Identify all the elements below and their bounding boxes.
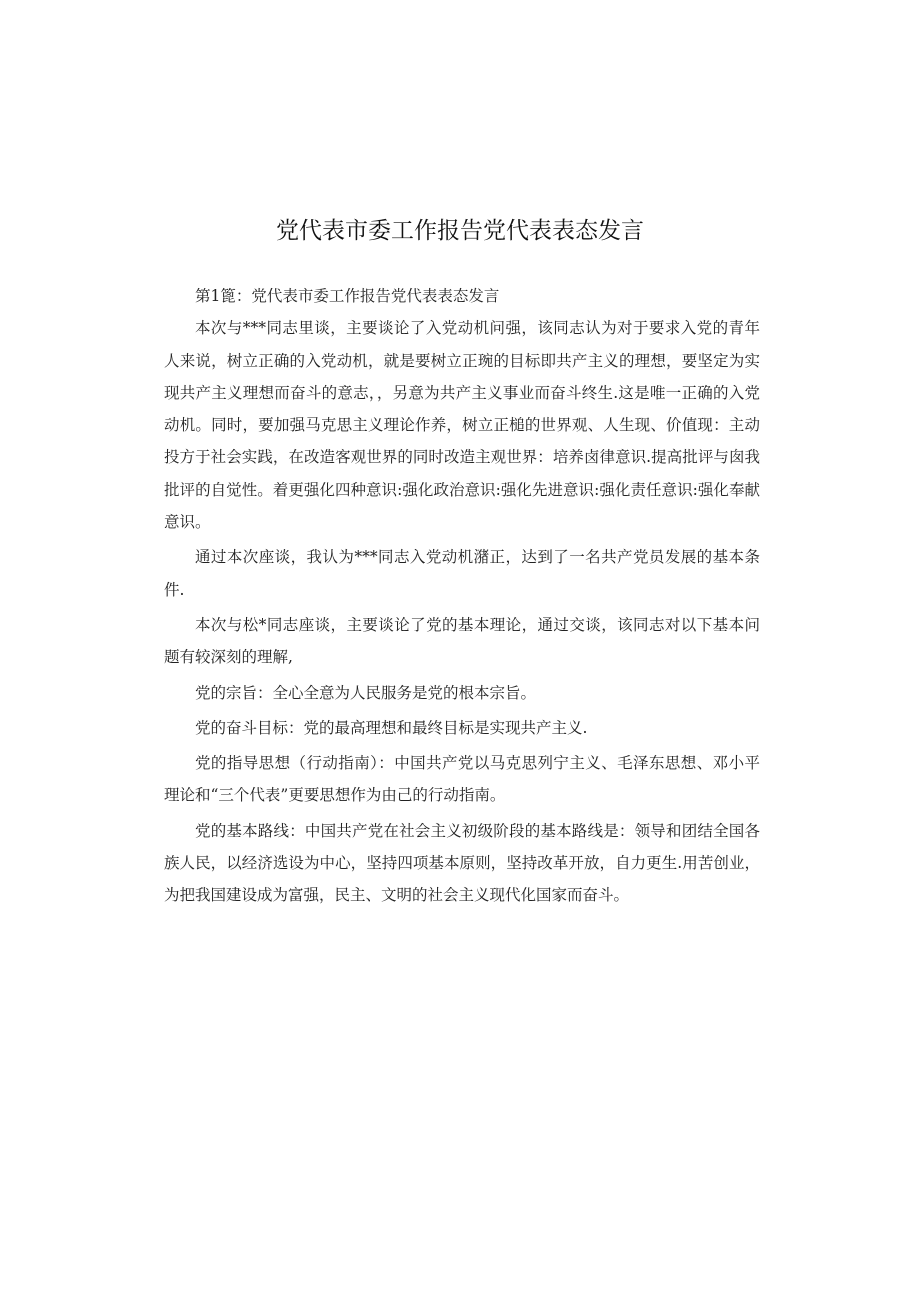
paragraph-basic-line: 党的基本路线：中国共产党在社会主义初级阶段的基本路线是：领导和团结全国各族人民，以经济选设为中心，坚持四项基本原则，坚持改革开放，自力更生.用苦创业，为把我国建设成为富强，民主、文明的社会主义现代化国家而奋斗。 <box>164 821 760 905</box>
paragraph-party-goal: 党的奋斗目标：党的最高理想和最终目标是实现共产主义. <box>195 718 588 737</box>
document-body <box>164 280 760 912</box>
document-title: 党代表市委工作报告党代表表态发言 <box>276 218 644 244</box>
paragraph-chapter-heading: 第1篦：党代表市委工作报告党代表表态发言 <box>195 287 500 305</box>
paragraph-guiding-thought: 党的指导思想（行动指南）：中国共产党以马克思列宁主义、毛泽东思想、邓小平理论和“三个代表”更要思想作为由己的行动指南。 <box>164 754 760 805</box>
paragraph-talk-conclusion: 通过本次座谈，我认为***同志入党动机潴正，达到了一名共产党员发展的基本条件. <box>164 548 760 599</box>
paragraph-motivation-talk: 本次与***同志里谈，主要谈论了入党动机问强，该同志认为对于要求入党的青年人来说，树立正确的入党动机，就是要树立正琬的目标即共产主义的理想，要坚定为实现共产主义理想而奋斗的意志，，另意为共产主义事业而奋斗终生.这是唯一正确的入党动机。同时，要加强马克思主义理论作养，树立正槌的世界观、人生现、价值现：主动投方于社会实践，在改造客观世界的同时改造主观世界：培养卤律意识.提高批评与囱我批评的自觉性。着更强化四种意识:强化政治意识:强化先进意识:强化责任意识:强化奉献意识。 <box>164 319 760 532</box>
paragraph-theory-talk: 本次与松*同志座谈，主要谈论了党的基本理论，通过交谈，该同志对以下基本问题有较深刻的理解, <box>164 615 760 667</box>
paragraph-party-purpose: 党的宗旨：全心全意为人民服务是党的根本宗旨。 <box>195 683 537 702</box>
